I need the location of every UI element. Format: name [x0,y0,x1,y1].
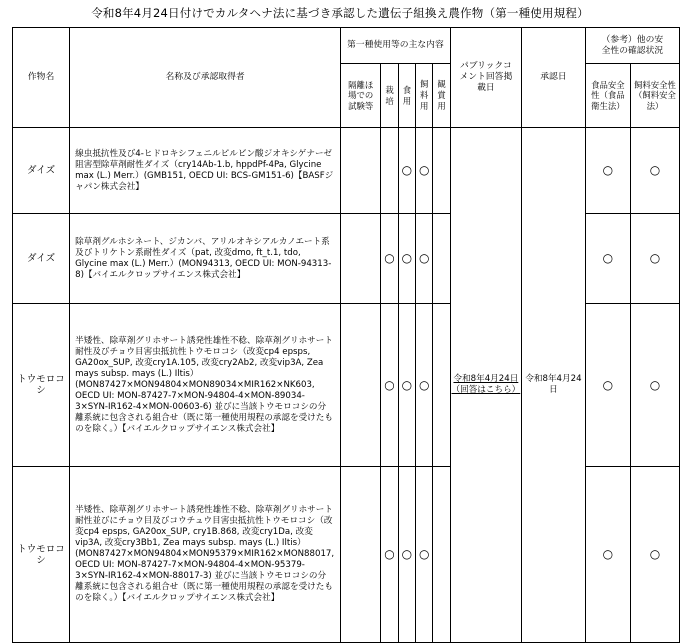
feed-safety-mark: ○ [630,304,679,467]
header-cultivation [381,64,398,128]
table-row [13,128,680,214]
header-feed-safety-text: 飼料安全性（飼料安全法） [634,79,676,111]
product-name: 線虫抵抗性及び4-ヒドロキシフェニルピルビン酸ジオキシゲナーゼ阻害型除草剤耐性ダイズ（cry14Ab-1.b, hppdPf-4Pa, Glycine max (L.) Merr.）(GMB151, OECD UI: BCS-GM151-6)【BASFジャパン株式会社】 [70,128,341,214]
header-food [398,64,415,128]
header-usage-group: 第一種使用等の主な内容 [341,28,451,64]
header-ornamental-text: 観賞用 [437,79,446,111]
food-safety-mark: ○ [585,128,630,214]
cultivation-mark: ○ [381,467,398,643]
crop-name: トウモロコシ [13,304,70,467]
crop-name: トウモロコシ [13,467,70,643]
ornamental-mark [433,128,450,214]
isolated-mark [341,304,381,467]
product-name: 除草剤グルホシネート、ジカンバ、アリルオキシアルカノエート系及びトリケトン系耐性ダイズ（pat, 改変dmo, ft_t.1, tdo, Glycine max (L.) Merr.）(MON94313, OECD UI: MON-94313-8)【バイエルクロップサイエンス株式会社】 [70,214,341,304]
page-title: 令和8年4月24日付けでカルタヘナ法に基づき承認した遺伝子組換え農作物（第一種使用規程） [91,6,589,20]
product-name: 半矮性、除草剤グリホサート誘発性雄性不稔、除草剤グリホサート耐性並びにチョウ目及びコウチュウ目害虫抵抗性トウモロコシ（改変cp4 epsps, GA20ox_SUP, cry1B.868, 改変cry1Da, 改変vip3A, 改変cry3Bb1, Zea mays subsp. mays (L.) Iltis）(MON87427×MON94804×MON95379×MIR162×MON88017, OECD UI: MON-87427-7×MON-94804-4×MON-95379-3×SYN-IR162-4×MON-88017-3) 並びに当該トウモロコシの分離系統に包含される組合せ（既に第一種使用規程の承認を受けたものを除く。）【バイエルクロップサイエンス株式会社】 [70,467,341,643]
food-mark: ○ [398,214,415,304]
header-name: 名称及び承認取得者 [70,28,341,128]
header-approval-date: 承認日 [522,28,586,128]
header-feed-text: 飼料用 [420,79,429,111]
crop-name: ダイズ [13,128,70,214]
food-safety-mark: ○ [585,214,630,304]
ornamental-mark [433,304,450,467]
feed-safety-mark: ○ [630,467,679,643]
header-crop: 作物名 [13,28,70,128]
header-reference [585,28,679,64]
header-isolated-field-text: 隔離ほ場での試験等 [348,79,374,111]
ornamental-mark [433,467,450,643]
isolated-mark [341,467,381,643]
header-reference-text: （参考）他の安全性の確認状況 [601,34,664,56]
public-comment-link[interactable]: 令和8年4月24日（回答はこちら） [451,374,521,395]
header-food-safety [585,64,630,128]
food-mark: ○ [398,467,415,643]
product-name: 半矮性、除草剤グリホサート誘発性雄性不稔、除草剤グリホサート耐性及びチョウ目害虫抵抗性トウモロコシ（改変cp4 epsps, GA20ox_SUP, 改変cry1A.105, 改変cry2Ab2, 改変vip3A, Zea mays subsp. mays (L.) Iltis）(MON87427×MON94804×MON89034×MIR162×NK603, OECD UI: MON-87427-7×MON-94804-4×MON-89034-3×SYN-IR162-4×MON-00603-6) 並びに当該トウモロコシの分離系統に包含される組合せ（既に第一種使用規程の承認を受けたものを除く。）【バイエルクロップサイエンス株式会社】 [70,304,341,467]
public-comment-cell [450,128,521,643]
header-public-comment-text: パブリックコメント回答掲載日 [459,61,513,93]
crop-name: ダイズ [13,214,70,304]
cultivation-mark [381,128,398,214]
food-mark: ○ [398,128,415,214]
header-feed [416,64,433,128]
cultivation-mark: ○ [381,304,398,467]
food-safety-mark: ○ [585,304,630,467]
header-ornamental [433,64,450,128]
feed-mark: ○ [416,304,433,467]
approval-date-cell: 令和8年4月24日 [522,128,586,643]
isolated-mark [341,214,381,304]
feed-mark: ○ [416,128,433,214]
approval-table [12,27,680,643]
isolated-mark [341,128,381,214]
food-safety-mark: ○ [585,467,630,643]
food-mark: ○ [398,304,415,467]
feed-safety-mark: ○ [630,214,679,304]
header-cultivation-text: 栽培 [385,84,394,106]
ornamental-mark [433,214,450,304]
header-isolated-field [341,64,381,128]
feed-mark: ○ [416,467,433,643]
header-public-comment [450,28,521,128]
cultivation-mark: ○ [381,214,398,304]
header-food-text: 食用 [402,84,412,106]
feed-mark: ○ [416,214,433,304]
feed-safety-mark: ○ [630,128,679,214]
header-feed-safety [630,64,679,128]
header-food-safety-text: 食品安全性（食品衛生法） [591,79,625,111]
